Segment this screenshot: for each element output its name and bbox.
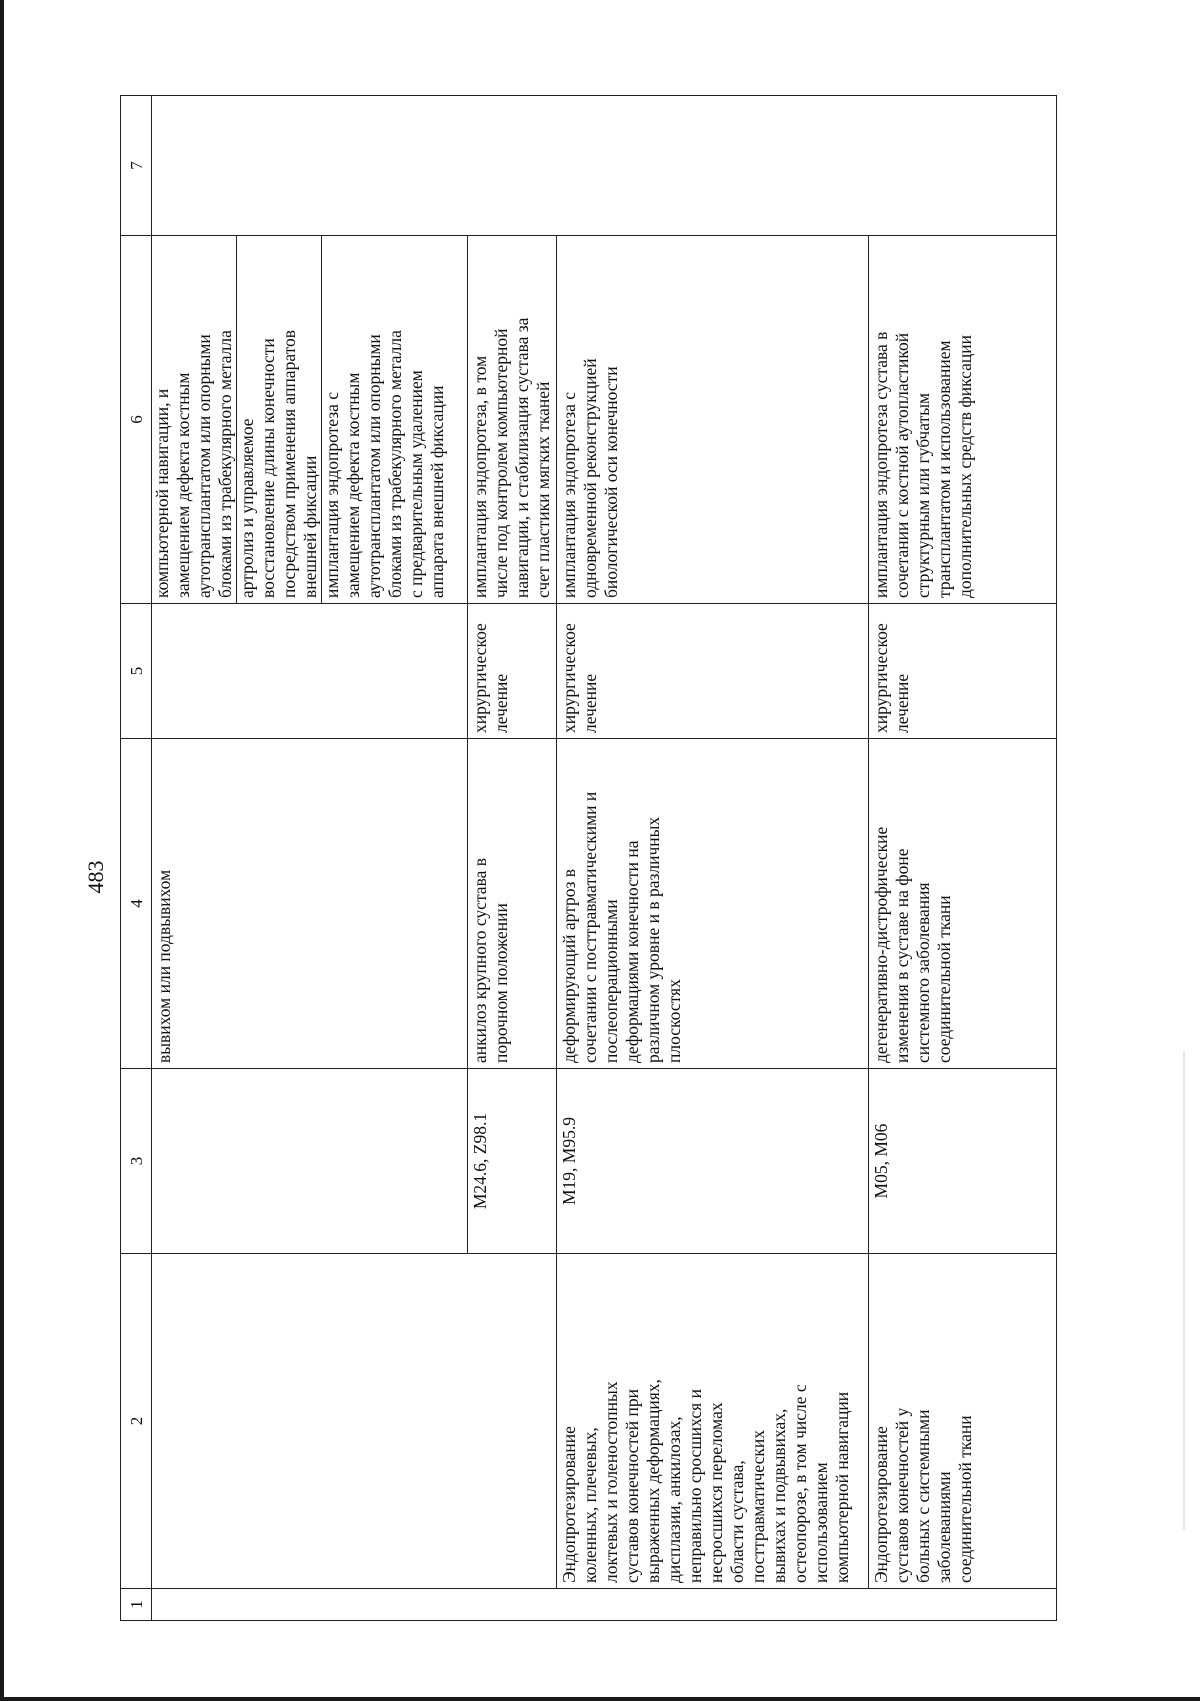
medical-procedures-table xyxy=(120,95,1057,1621)
table-row xyxy=(557,96,869,1621)
cell-col3 xyxy=(152,1069,468,1254)
column-number: 5 xyxy=(121,604,152,739)
cell-col6: имплантация эндопротеза, в том числе под контролем компьютерной навигации, и стабилизация сустава за счет пластики мягких тканей xyxy=(468,236,557,604)
column-number: 7 xyxy=(121,96,152,236)
cell-col4: анкилоз крупного сустава в порочном положении xyxy=(468,739,557,1069)
cell-col3: M24.6, Z98.1 xyxy=(468,1069,557,1254)
column-number: 2 xyxy=(121,1254,152,1589)
sub-cell: артролиз и управляемое восстановление длины конечности посредством применения аппаратов внешней фиксации xyxy=(236,236,321,603)
page-number: 483 xyxy=(83,860,108,894)
cell-col7 xyxy=(152,96,1057,236)
cell-col1 xyxy=(152,1589,1057,1621)
cell-col4: вывихом или подвывихом xyxy=(152,739,468,1069)
cell-col4: деформирующий артроз в сочетании с посттравматическими и послеоперационными деформациями конечности на различном уровне и в различных плоскостях xyxy=(557,739,869,1069)
rotated-table-container xyxy=(120,96,1053,1621)
column-number: 6 xyxy=(121,236,152,604)
table-row xyxy=(869,96,1057,1621)
cell-col2: Эндопротезирование коленных, плечевых, локтевых и голеностопных суставов конечностей при выраженных деформациях, дисплазии, анкилозах, неправильно сросшихся и несросшихся переломах области сустава, посттравматических вывихах и подвывихах, остеопорозе, в том числе с использованием компьютерной навигации xyxy=(557,1254,869,1589)
cell-col3: M05, M06 xyxy=(869,1069,1057,1254)
cell-col2: Эндопротезирование суставов конечностей у больных с системными заболеваниями соединительной ткани xyxy=(869,1254,1057,1589)
column-number: 3 xyxy=(121,1069,152,1254)
column-number: 4 xyxy=(121,739,152,1069)
cell-col6: имплантация эндопротеза сустава в сочетании с костной аутопластикой структурным или губчатым трансплантатом и использованием дополнительных средств фиксации xyxy=(869,236,1057,604)
column-number: 1 xyxy=(121,1589,152,1621)
cell-col5: хирургическое лечение xyxy=(557,604,869,739)
cell-col5 xyxy=(152,604,468,739)
sub-cell: имплантация эндопротеза с замещением дефекта костным аутотрансплантатом или опорными блоками из трабекулярного металла с предварительным удалением аппарата внешней фиксации xyxy=(321,236,454,603)
column-number-row xyxy=(121,96,152,1621)
cell-col4: дегенеративно-дистрофические изменения в суставе на фоне системного заболевания соединительной ткани xyxy=(869,739,1057,1069)
cell-col3: M19, M95.9 xyxy=(557,1069,869,1254)
cell-col5: хирургическое лечение xyxy=(468,604,557,739)
cell-col6 xyxy=(152,236,468,604)
cell-col2-empty xyxy=(152,1254,557,1589)
scan-border-bottom xyxy=(0,1697,1200,1701)
scan-border-left xyxy=(0,0,4,1701)
sub-cell: компьютерной навигации, и замещением дефекта костным аутотрансплантатом или опорными блоками из трабекулярного металла xyxy=(152,330,235,598)
cell-col6: имплантация эндопротеза с одновременной реконструкцией биологической оси конечности xyxy=(557,236,869,604)
cell-col5: хирургическое лечение xyxy=(869,604,1057,739)
table-row xyxy=(152,96,468,1621)
scan-artifact-line xyxy=(1183,1050,1185,1530)
